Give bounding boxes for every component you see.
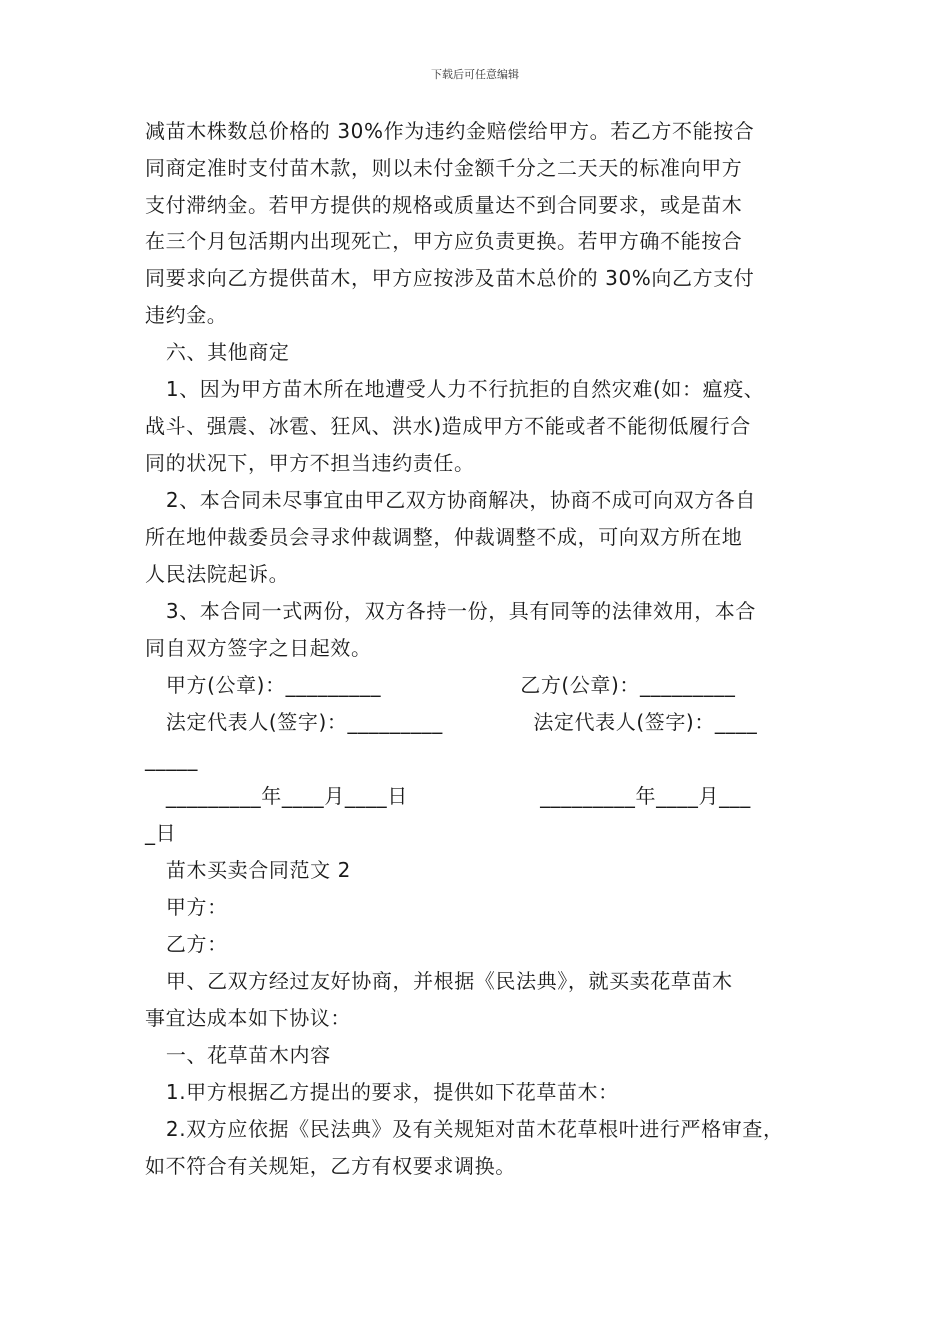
date-line: _日: [145, 821, 177, 845]
text-line: 所在地仲裁委员会寻求仲裁调整，仲裁调整不成，可向双方所在地: [145, 525, 743, 549]
text-line: 同商定准时支付苗木款，则以未付金额千分之二天天的标准向甲方: [145, 156, 743, 180]
date-line: _________年____月____日 _________年____月___: [145, 784, 751, 808]
text-line: 同要求向乙方提供苗木，甲方应按涉及苗木总价的 30%向乙方支付: [145, 266, 755, 290]
text-line: 2、本合同未尽事宜由甲乙双方协商解决，协商不成可向双方各自: [145, 488, 756, 512]
text-line: 同的状况下，甲方不担当违约责任。: [145, 451, 475, 475]
text-line: 如不符合有关规矩，乙方有权要求调换。: [145, 1154, 516, 1178]
section-heading: 六、其他商定: [145, 340, 290, 364]
text-line: 战斗、强震、冰雹、狂风、洪水)造成甲方不能或者不能彻低履行合: [145, 414, 751, 438]
text-line: 事宜达成本如下协议：: [145, 1006, 351, 1030]
signature-line: 甲方(公章)：_________ 乙方(公章)：_________: [145, 673, 736, 697]
text-line: 违约金。: [145, 303, 228, 327]
party-a-label: 甲方：: [145, 895, 228, 919]
page-header: 下载后可任意编辑: [431, 68, 519, 81]
section-heading: 一、花草苗木内容: [145, 1043, 331, 1067]
text-line: 同自双方签字之日起效。: [145, 636, 372, 660]
signature-line: _____: [145, 747, 198, 771]
text-line: 减苗木株数总价格的 30%作为违约金赔偿给甲方。若乙方不能按合: [145, 119, 755, 143]
text-line: 1、因为甲方苗木所在地遭受人力不行抗拒的自然灾难(如：瘟疫、: [145, 377, 765, 401]
signature-line: 法定代表人(签字)：_________ 法定代表人(签字)：____: [145, 710, 758, 734]
text-line: 1.甲方根据乙方提出的要求，提供如下花草苗木：: [145, 1080, 619, 1104]
document-title: 苗木买卖合同范文 2: [145, 858, 351, 882]
text-line: 2.双方应依据《民法典》及有关规矩对苗木花草根叶进行严格审查，: [145, 1117, 784, 1141]
text-line: 人民法院起诉。: [145, 562, 290, 586]
text-line: 支付滞纳金。若甲方提供的规格或质量达不到合同要求，或是苗木: [145, 193, 743, 217]
text-line: 3、本合同一式两份，双方各持一份，具有同等的法律效用，本合: [145, 599, 756, 623]
text-line: 在三个月包活期内出现死亡，甲方应负责更换。若甲方确不能按合: [145, 229, 743, 253]
party-b-label: 乙方：: [145, 932, 228, 956]
text-line: 甲、乙双方经过友好协商，并根据《民法典》，就买卖花草苗木: [145, 969, 733, 993]
